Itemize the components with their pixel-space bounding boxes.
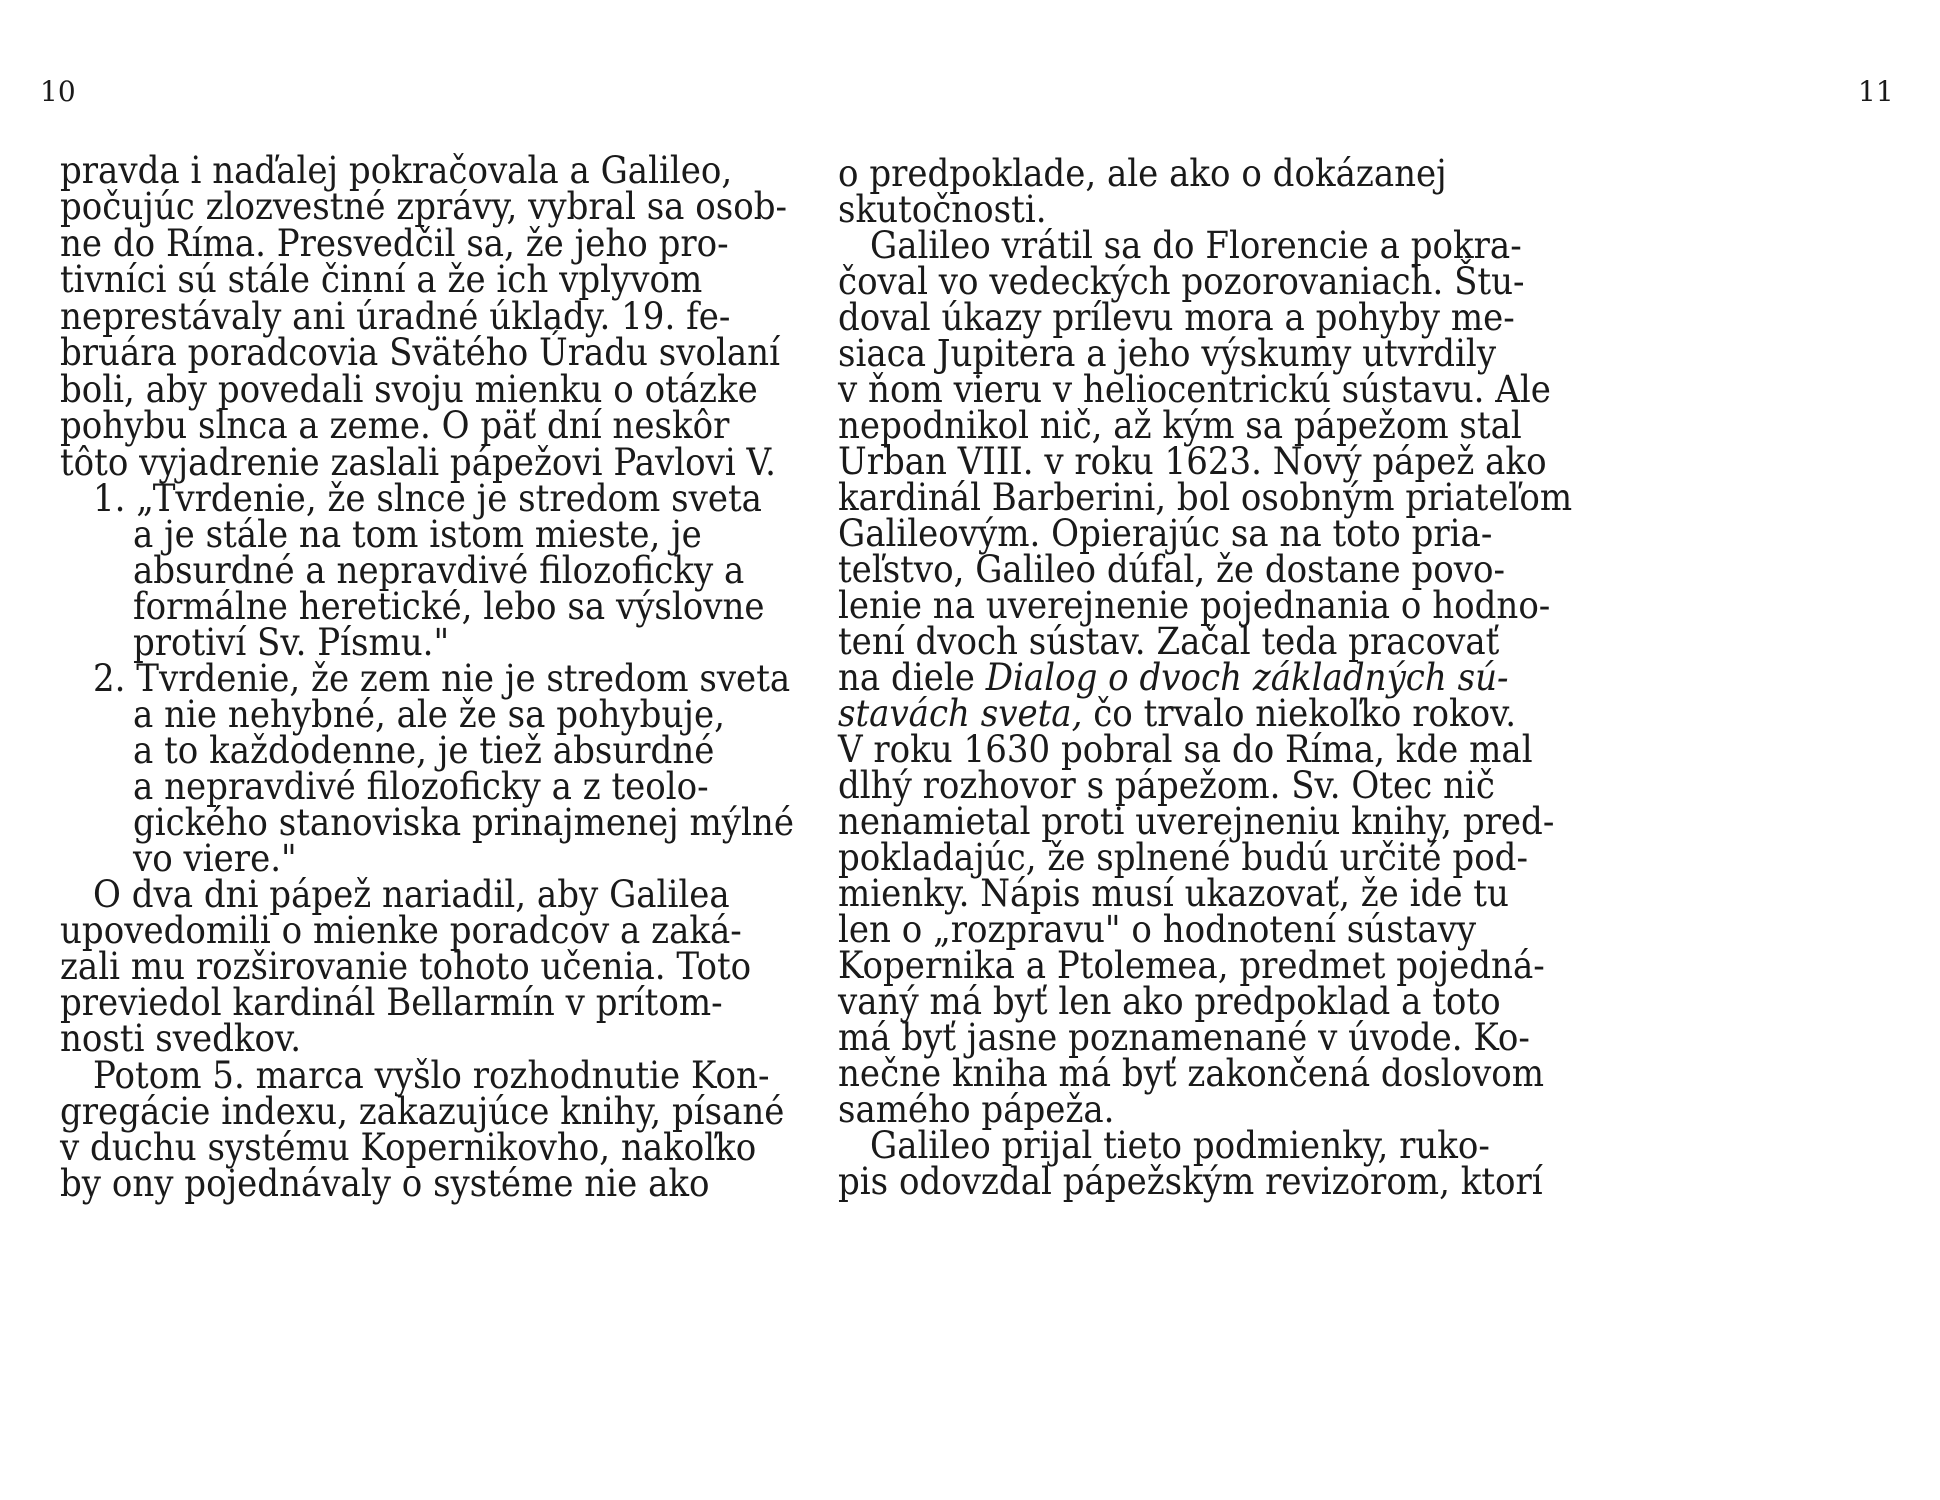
- text-line: Urban VIII. v roku 1623. Nový pápež ako: [838, 440, 1547, 483]
- text-line: pokladajúc, že splnené budú určité pod-: [838, 836, 1528, 879]
- text-line: ne do Ríma. Presvedčil sa, že jeho pro-: [60, 222, 729, 265]
- text-line: a je stále na tom istom mieste, je: [133, 513, 702, 556]
- text-line: samého pápeža.: [838, 1088, 1115, 1131]
- text-run: na diele: [838, 656, 986, 699]
- text-line: skutočnosti.: [838, 188, 1047, 231]
- text-line: v duchu systému Kopernikovho, nakoľko: [60, 1126, 757, 1169]
- page-number-right: 11: [1858, 75, 1894, 108]
- text-line: má byť jasne poznamenané v úvode. Ko-: [838, 1016, 1530, 1059]
- text-line: nepodnikol nič, až kým sa pápežom stal: [838, 404, 1522, 447]
- page-number-left: 10: [40, 75, 76, 108]
- text-line: pravda i naďalej pokračovala a Galileo,: [60, 149, 733, 192]
- text-line: nečne kniha má byť zakončená doslovom: [838, 1052, 1545, 1095]
- text-line: 2. Tvrdenie, že zem nie je stredom sveta: [93, 657, 791, 700]
- text-line: tôto vyjadrenie zaslali pápežovi Pavlovi V.: [60, 441, 776, 484]
- text-line: Galileovým. Opierajúc sa na toto pria-: [838, 512, 1493, 555]
- text-line: nenamietal proti uverejneniu knihy, pred-: [838, 800, 1555, 843]
- text-line: bruára poradcovia Svätého Úradu svolaní: [60, 331, 780, 374]
- book-title-italic: stavách sveta,: [838, 692, 1083, 735]
- text-line: Kopernika a Ptolemea, predmet pojedná-: [838, 944, 1545, 987]
- text-line: 1. „Tvrdenie, že slnce je stredom sveta: [93, 477, 762, 520]
- text-line: siaca Jupitera a jeho výskumy utvrdily: [838, 332, 1497, 375]
- text-line: a nie nehybné, ale že sa pohybuje,: [133, 693, 725, 736]
- text-line: V roku 1630 pobral sa do Ríma, kde mal: [838, 728, 1533, 771]
- text-line: tivníci sú stále činní a že ich vplyvom: [60, 258, 703, 301]
- text-line: vaný má byť len ako predpoklad a toto: [838, 980, 1501, 1023]
- text-line: mienky. Nápis musí ukazovať, že ide tu: [838, 872, 1509, 915]
- text-line: protiví Sv. Písmu.": [133, 621, 450, 664]
- text-line: kardinál Barberini, bol osobným priateľom: [838, 476, 1573, 519]
- text-line: Potom 5. marca vyšlo rozhodnutie Kon-: [93, 1054, 770, 1097]
- text-line: upovedomili o mienke poradcov a zaká-: [60, 909, 742, 952]
- text-line: a nepravdivé filozoficky a z teolo-: [133, 765, 709, 808]
- text-line: zali mu rozširovanie tohoto učenia. Toto: [60, 945, 752, 988]
- text-line: pohybu slnca a zeme. O päť dní neskôr: [60, 404, 730, 447]
- text-line: O dva dni pápež nariadil, aby Galilea: [93, 873, 730, 916]
- text-run: čo trvalo niekoľko rokov.: [1082, 692, 1517, 735]
- text-line: dlhý rozhovor s pápežom. Sv. Otec nič: [838, 764, 1495, 807]
- text-line: o predpoklade, ale ako o dokázanej: [838, 152, 1447, 195]
- text-line: vo viere.": [133, 837, 297, 880]
- text-line: [838, 692, 1517, 735]
- text-line: počujúc zlozvestné zprávy, vybral sa osob-: [60, 185, 788, 228]
- text-line: formálne heretické, lebo sa výslovne: [133, 585, 765, 628]
- text-line: boli, aby povedali svoju mienku o otázke: [60, 368, 758, 411]
- text-line: gického stanoviska prinajmenej mýlné: [133, 801, 794, 844]
- text-line: neprestávaly ani úradné úklady. 19. fe-: [60, 295, 731, 338]
- text-line: by ony pojednávaly o systéme nie ako: [60, 1162, 710, 1205]
- text-line: [838, 656, 1509, 699]
- text-line: Galileo prijal tieto podmienky, ruko-: [870, 1124, 1490, 1167]
- text-line: a to každodenne, je tiež absurdné: [133, 729, 715, 772]
- text-line: pis odovzdal pápežským revizorom, ktorí: [838, 1160, 1543, 1203]
- text-line: tení dvoch sústav. Začal teda pracovať: [838, 620, 1500, 663]
- text-line: absurdné a nepravdivé filozoficky a: [133, 549, 745, 592]
- text-line: v ňom vieru v heliocentrickú sústavu. Ale: [838, 368, 1551, 411]
- text-line: len o „rozpravu" o hodnotení sústavy: [838, 908, 1477, 951]
- text-line: previedol kardinál Bellarmín v prítom-: [60, 981, 723, 1024]
- text-line: lenie na uverejnenie pojednania o hodno-: [838, 584, 1551, 627]
- text-line: Galileo vrátil sa do Florencie a pokra-: [870, 224, 1522, 267]
- text-line: nosti svedkov.: [60, 1017, 302, 1060]
- text-line: gregácie indexu, zakazujúce knihy, písané: [60, 1090, 785, 1133]
- text-line: doval úkazy prílevu mora a pohyby me-: [838, 296, 1515, 339]
- book-title-italic: Dialog o dvoch základných sú-: [985, 656, 1509, 699]
- text-line: teľstvo, Galileo dúfal, že dostane povo-: [838, 548, 1505, 591]
- text-line: čoval vo vedeckých pozorovaniach. Štu-: [838, 260, 1525, 303]
